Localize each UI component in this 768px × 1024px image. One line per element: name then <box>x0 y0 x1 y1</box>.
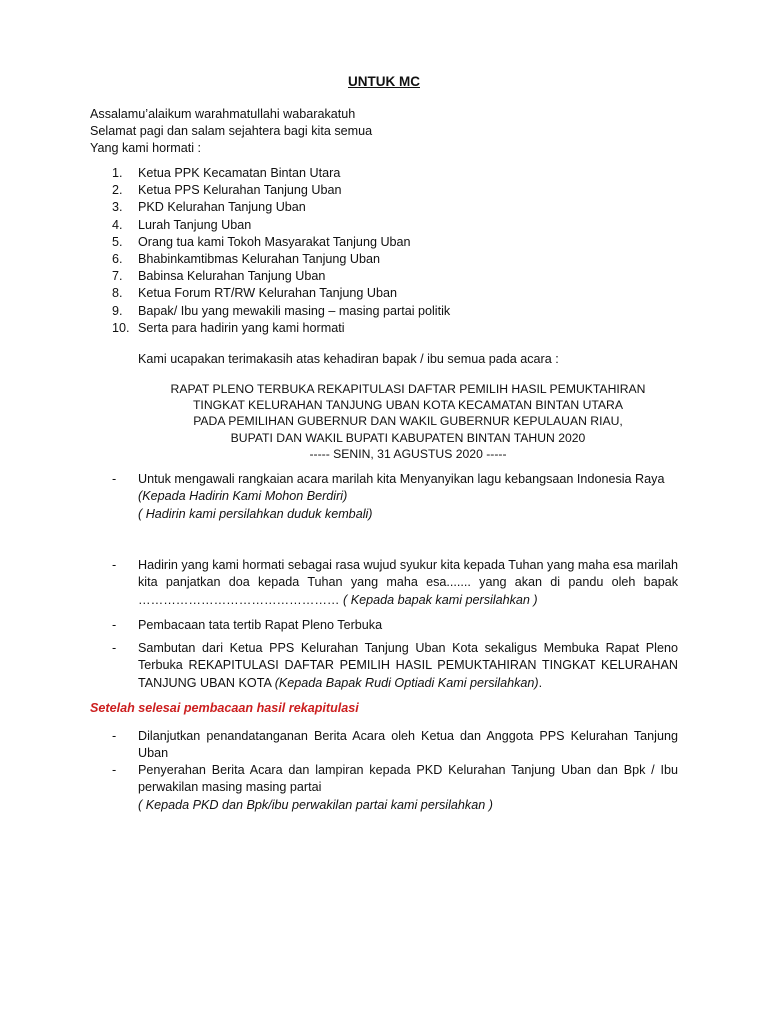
agenda-item-speech <box>112 640 678 692</box>
agenda-item-rules <box>112 617 678 634</box>
list-text: PKD Kelurahan Tanjung Uban <box>138 200 306 215</box>
agenda-end: . <box>538 675 543 690</box>
bullet-dash: - <box>112 558 117 572</box>
list-item <box>112 268 450 285</box>
event-date-line: ----- SENIN, 31 AGUSTUS 2020 ----- <box>309 446 507 461</box>
list-item <box>112 285 450 302</box>
list-item <box>112 199 450 216</box>
list-number: 7. <box>112 269 123 284</box>
agenda-item-prayer <box>112 557 678 609</box>
list-text: Ketua Forum RT/RW Kelurahan Tanjung Uban <box>138 286 398 301</box>
agenda-note: (Kepada Bapak Rudi Optiadi Kami persilahkan) <box>274 675 539 690</box>
list-number: 4. <box>112 217 123 232</box>
agenda-text: Penyerahan Berita Acara dan lampiran kepada PKD Kelurahan Tanjung Uban dan Bpk / Ibu perwakilan masing masing partai <box>138 763 678 795</box>
bullet-dash: - <box>112 729 117 743</box>
list-text: Ketua PPS Kelurahan Tanjung Uban <box>138 183 342 198</box>
list-text: Orang tua kami Tokoh Masyarakat Tanjung Uban <box>138 234 411 249</box>
greeting-line: Assalamu’alaikum warahmatullahi wabarakatuh <box>90 107 356 121</box>
agenda-text: Dilanjutkan penandatanganan Berita Acara oleh Ketua dan Anggota PPS Kelurahan Tanjung Uban <box>138 729 678 761</box>
event-line: TINGKAT KELURAHAN TANJUNG UBAN KOTA KECAMATAN BINTAN UTARA <box>192 398 623 413</box>
bullet-dash: - <box>112 618 117 632</box>
list-item <box>112 320 450 337</box>
bullet-dash: - <box>112 641 117 655</box>
list-item <box>112 165 450 182</box>
list-number: 9. <box>112 303 123 318</box>
list-number: 3. <box>112 200 123 215</box>
list-text: Ketua PPK Kecamatan Bintan Utara <box>138 166 341 180</box>
list-text: Lurah Tanjung Uban <box>138 217 252 232</box>
list-text: Bapak/ Ibu yang mewakili masing – masing partai politik <box>138 303 451 318</box>
list-number: 5. <box>112 234 123 249</box>
document-title: UNTUK MC <box>348 74 420 89</box>
list-item <box>112 182 450 199</box>
list-number: 10. <box>112 320 130 335</box>
list-item <box>112 303 450 320</box>
agenda-text: Untuk mengawali rangkaian acara marilah kita Menyanyikan lagu kebangsaan Indonesia Raya <box>138 472 665 486</box>
greeting-line: Selamat pagi dan salam sejahtera bagi kita semua <box>90 124 373 139</box>
thanks-line: Kami ucapakan terimakasih atas kehadiran bapak / ibu semua pada acara : <box>138 352 559 366</box>
list-item <box>112 234 450 251</box>
event-line: RAPAT PLENO TERBUKA REKAPITULASI DAFTAR PEMILIH HASIL PEMUKTAHIRAN <box>170 382 646 396</box>
event-line: BUPATI DAN WAKIL BUPATI KABUPATEN BINTAN TAHUN 2020 <box>230 430 586 445</box>
list-number: 2. <box>112 183 123 198</box>
bullet-dash: - <box>112 472 117 486</box>
agenda-note: ( Hadirin kami persilahkan duduk kembali) <box>138 506 373 521</box>
list-item <box>112 251 450 268</box>
list-text: Serta para hadirin yang kami hormati <box>138 320 345 335</box>
greeting-block <box>90 106 372 158</box>
agenda-text: Hadirin yang kami hormati sebagai rasa wujud syukur kita kepada Tuhan yang maha esa marilah kita panjatkan doa kepada Tuhan yang maha esa....... yang akan di pandu oleh bapak ………………………………………… <box>138 558 678 607</box>
list-number: 8. <box>112 286 123 301</box>
agenda-note: ( Kepada bapak kami persilahkan ) <box>343 592 538 607</box>
agenda-item-handover <box>112 762 678 814</box>
honoree-list <box>112 165 450 337</box>
agenda-item-signing <box>112 728 678 763</box>
list-text: Bhabinkamtibmas Kelurahan Tanjung Uban <box>138 252 381 267</box>
bullet-dash: - <box>112 763 117 777</box>
list-item <box>112 217 450 234</box>
agenda-note: (Kepada Hadirin Kami Mohon Berdiri) <box>138 489 348 504</box>
list-text: Babinsa Kelurahan Tanjung Uban <box>138 269 326 284</box>
agenda-item-anthem <box>112 471 678 523</box>
agenda-note: ( Kepada PKD dan Bpk/ibu perwakilan partai kami persilahkan ) <box>138 797 493 812</box>
agenda-text: Sambutan dari Ketua PPS Kelurahan Tanjung Uban Kota sekaligus Membuka Rapat Pleno Terbuka REKAPITULASI DAFTAR PEMILIH HASIL PEMUKTAHIRAN TINGKAT KELURAHAN TANJUNG UBAN KOTA <box>138 641 678 690</box>
list-number: 1. <box>112 166 123 180</box>
list-number: 6. <box>112 252 123 267</box>
event-line: PADA PEMILIHAN GUBERNUR DAN WAKIL GUBERNUR KEPULAUAN RIAU, <box>193 414 623 429</box>
agenda-text: Pembacaan tata tertib Rapat Pleno Terbuka <box>138 618 383 632</box>
greeting-line: Yang kami hormati : <box>90 141 202 156</box>
event-title-block <box>138 381 678 462</box>
section-heading-red: Setelah selesai pembacaan hasil rekapitulasi <box>90 701 359 715</box>
